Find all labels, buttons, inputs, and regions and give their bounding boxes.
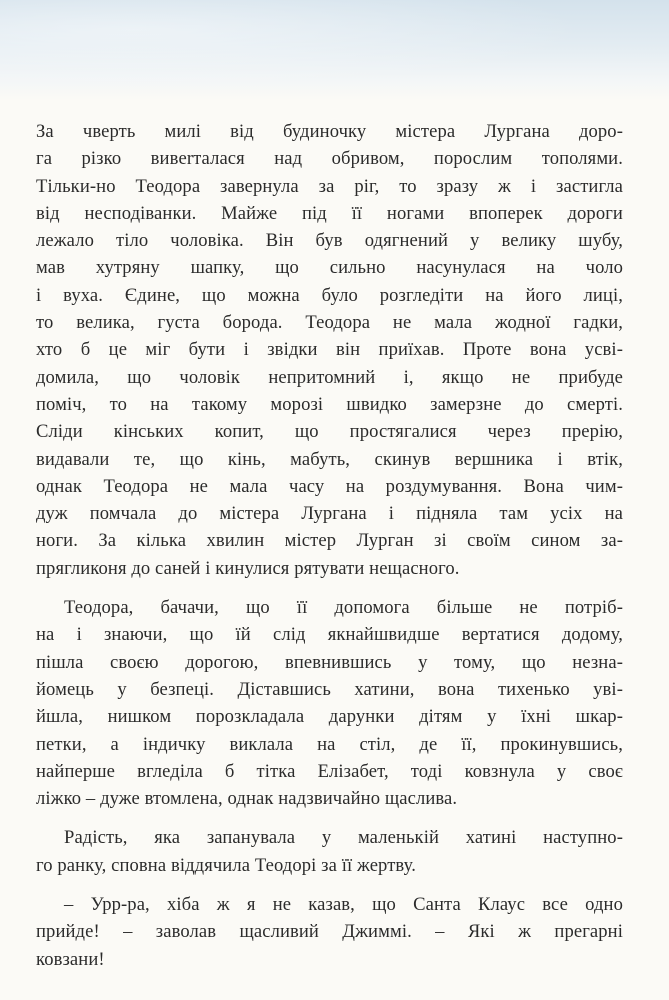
text-line: йшла, нишком порозкладала дарунки дітям у їхні шкар- [36, 706, 623, 728]
text-line: від несподіванки. Майже під її ногами впоперек дороги [36, 202, 623, 224]
text-line: За чверть милі від будиночку містера Лургана доро- [36, 121, 623, 142]
text-line: пішла своєю дорогою, впевнившись у тому, що незна- [36, 651, 623, 673]
text-line: ноги. За кілька хвилин містер Лурган зі своїм сином за- [36, 530, 623, 552]
text-line: домила, що чоловік непритомний і, якщо не прибуде [36, 366, 623, 388]
text-line: лежало тіло чоловіка. Він був одягнений у велику шубу, [36, 230, 623, 252]
text-line: прягликоня до саней і кинулися рятувати нещасного. [36, 557, 460, 579]
text-line: Тільки-но Теодора завернула за ріг, то зразу ж і застигла [36, 175, 623, 197]
text-line: ліжко – дуже втомлена, однак надзвичайно щаслива. [36, 788, 458, 810]
text-line: поміч, то на такому морозі швидко замерзне до смерті. [36, 393, 623, 415]
paragraph-1 [36, 118, 623, 582]
text-line: Сліди кінських копит, що простягалися через прерію, [36, 421, 623, 443]
text-line: ковзани! [36, 948, 105, 970]
text-line: мав хутряну шапку, що сильно насунулася на чоло [36, 257, 623, 279]
text-line: найперше вгледіла б тітка Елізабет, тоді ковзнула у своє [36, 760, 623, 782]
text-line: видавали те, що кінь, мабуть, скинув вершника і втік, [36, 448, 623, 470]
paragraph-2 [36, 594, 623, 812]
text-line: дуж помчала до містера Лургана і підняла там усіх на [36, 503, 623, 525]
text-line: то велика, густа борода. Теодора не мала жодної гадки, [36, 312, 623, 334]
text-line: петки, а індичку виклала на стіл, де її, прокинувшись, [36, 733, 623, 755]
text-line: го ранку, сповна віддячила Теодорі за її жертву. [36, 854, 416, 876]
text-line: – Урр-ра, хіба ж я не казав, що Санта Клаус все одно [64, 894, 623, 916]
text-line: однак Теодора не мала часу на роздумування. Вона чим- [36, 475, 623, 497]
decorative-sky-band [0, 0, 669, 100]
text-line: йомець у безпеці. Діставшись хатини, вона тихенько уві- [36, 678, 623, 700]
text-line: і вуха. Єдине, що можна було розгледіти на його лиці, [36, 284, 623, 306]
text-line: га різко вивerталася над обривом, порослим тополями. [36, 148, 623, 170]
paragraph-4 [36, 891, 623, 973]
text-line: Радість, яка запанувала у маленькій хатині наступно- [64, 827, 623, 849]
body-text [36, 118, 623, 985]
text-line: Теодора, бачачи, що її допомога більше не потріб- [64, 597, 623, 619]
text-line: прийде! – заволав щасливий Джиммі. – Які ж прегарні [36, 921, 623, 943]
paragraph-3 [36, 824, 623, 879]
text-line: хто б це міг бути і звідки він приїхав. Проте вона усві- [36, 339, 623, 361]
text-line: на і знаючи, що їй слід якнайшвидше вертатися додому, [36, 624, 623, 646]
